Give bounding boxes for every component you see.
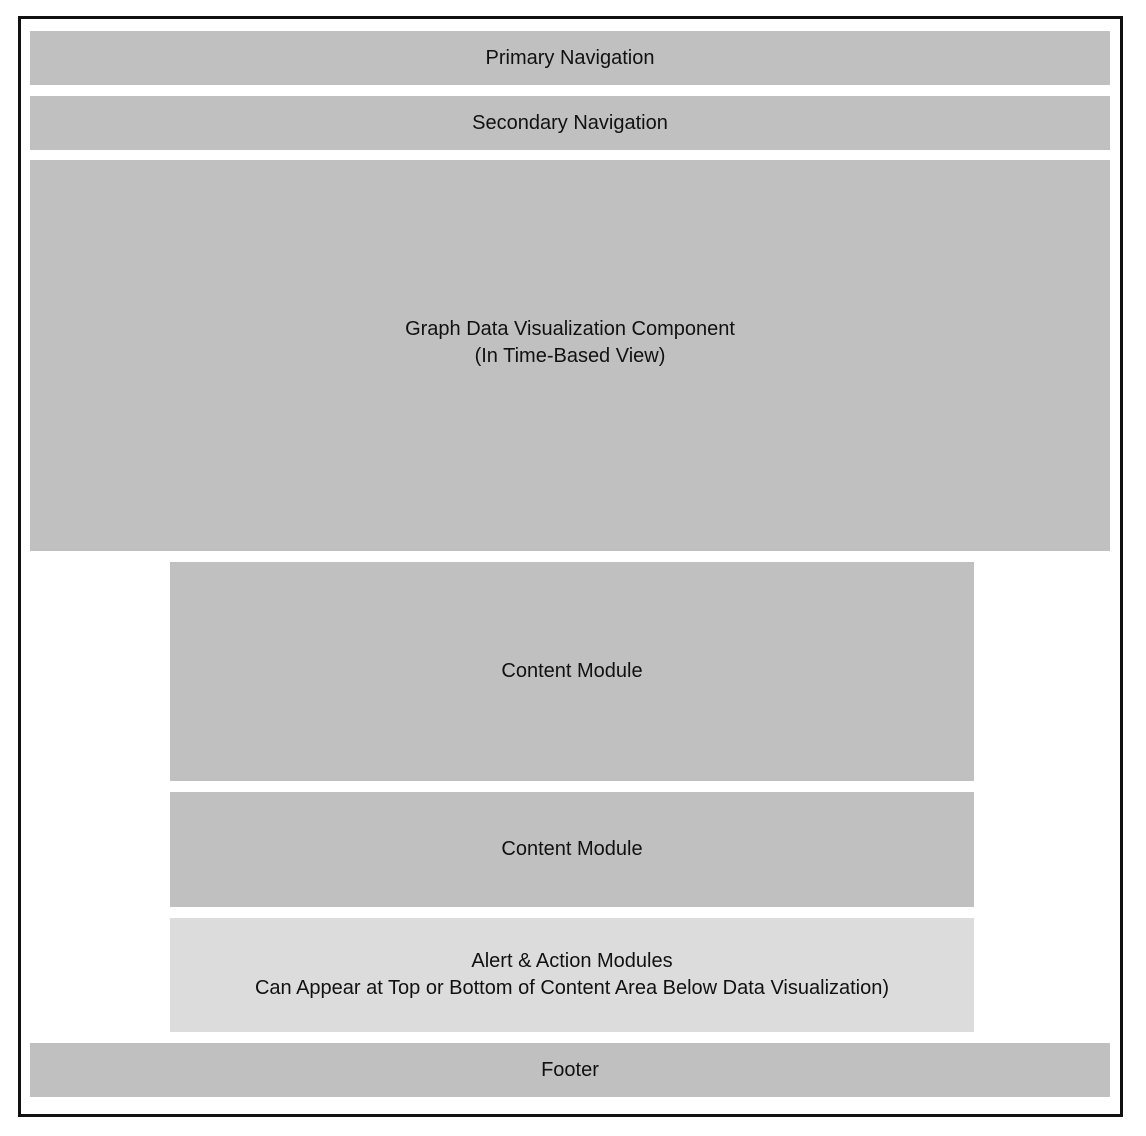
footer <box>30 1043 1110 1097</box>
content-module-label: Content Module <box>501 838 643 860</box>
secondary-navigation <box>30 96 1110 150</box>
footer-label: Footer <box>541 1058 599 1081</box>
primary-navigation <box>30 31 1110 85</box>
primary-navigation-label: Primary Navigation <box>485 46 655 69</box>
alert-action-modules <box>170 918 974 1032</box>
content-module-label: Content Module <box>501 660 643 682</box>
alert-action-subtitle: Can Appear at Top or Bottom of Content Area Below Data Visualization) <box>254 977 890 999</box>
graph-visualization-component <box>30 160 1110 551</box>
alert-action-title: Alert & Action Modules <box>471 950 673 972</box>
content-module <box>170 562 974 781</box>
graph-visualization-title: Graph Data Visualization Component <box>405 317 735 340</box>
graph-visualization-text <box>405 316 735 370</box>
secondary-navigation-label: Secondary Navigation <box>472 111 668 134</box>
content-module <box>170 792 974 907</box>
graph-visualization-subtitle: (In Time-Based View) <box>474 344 666 367</box>
